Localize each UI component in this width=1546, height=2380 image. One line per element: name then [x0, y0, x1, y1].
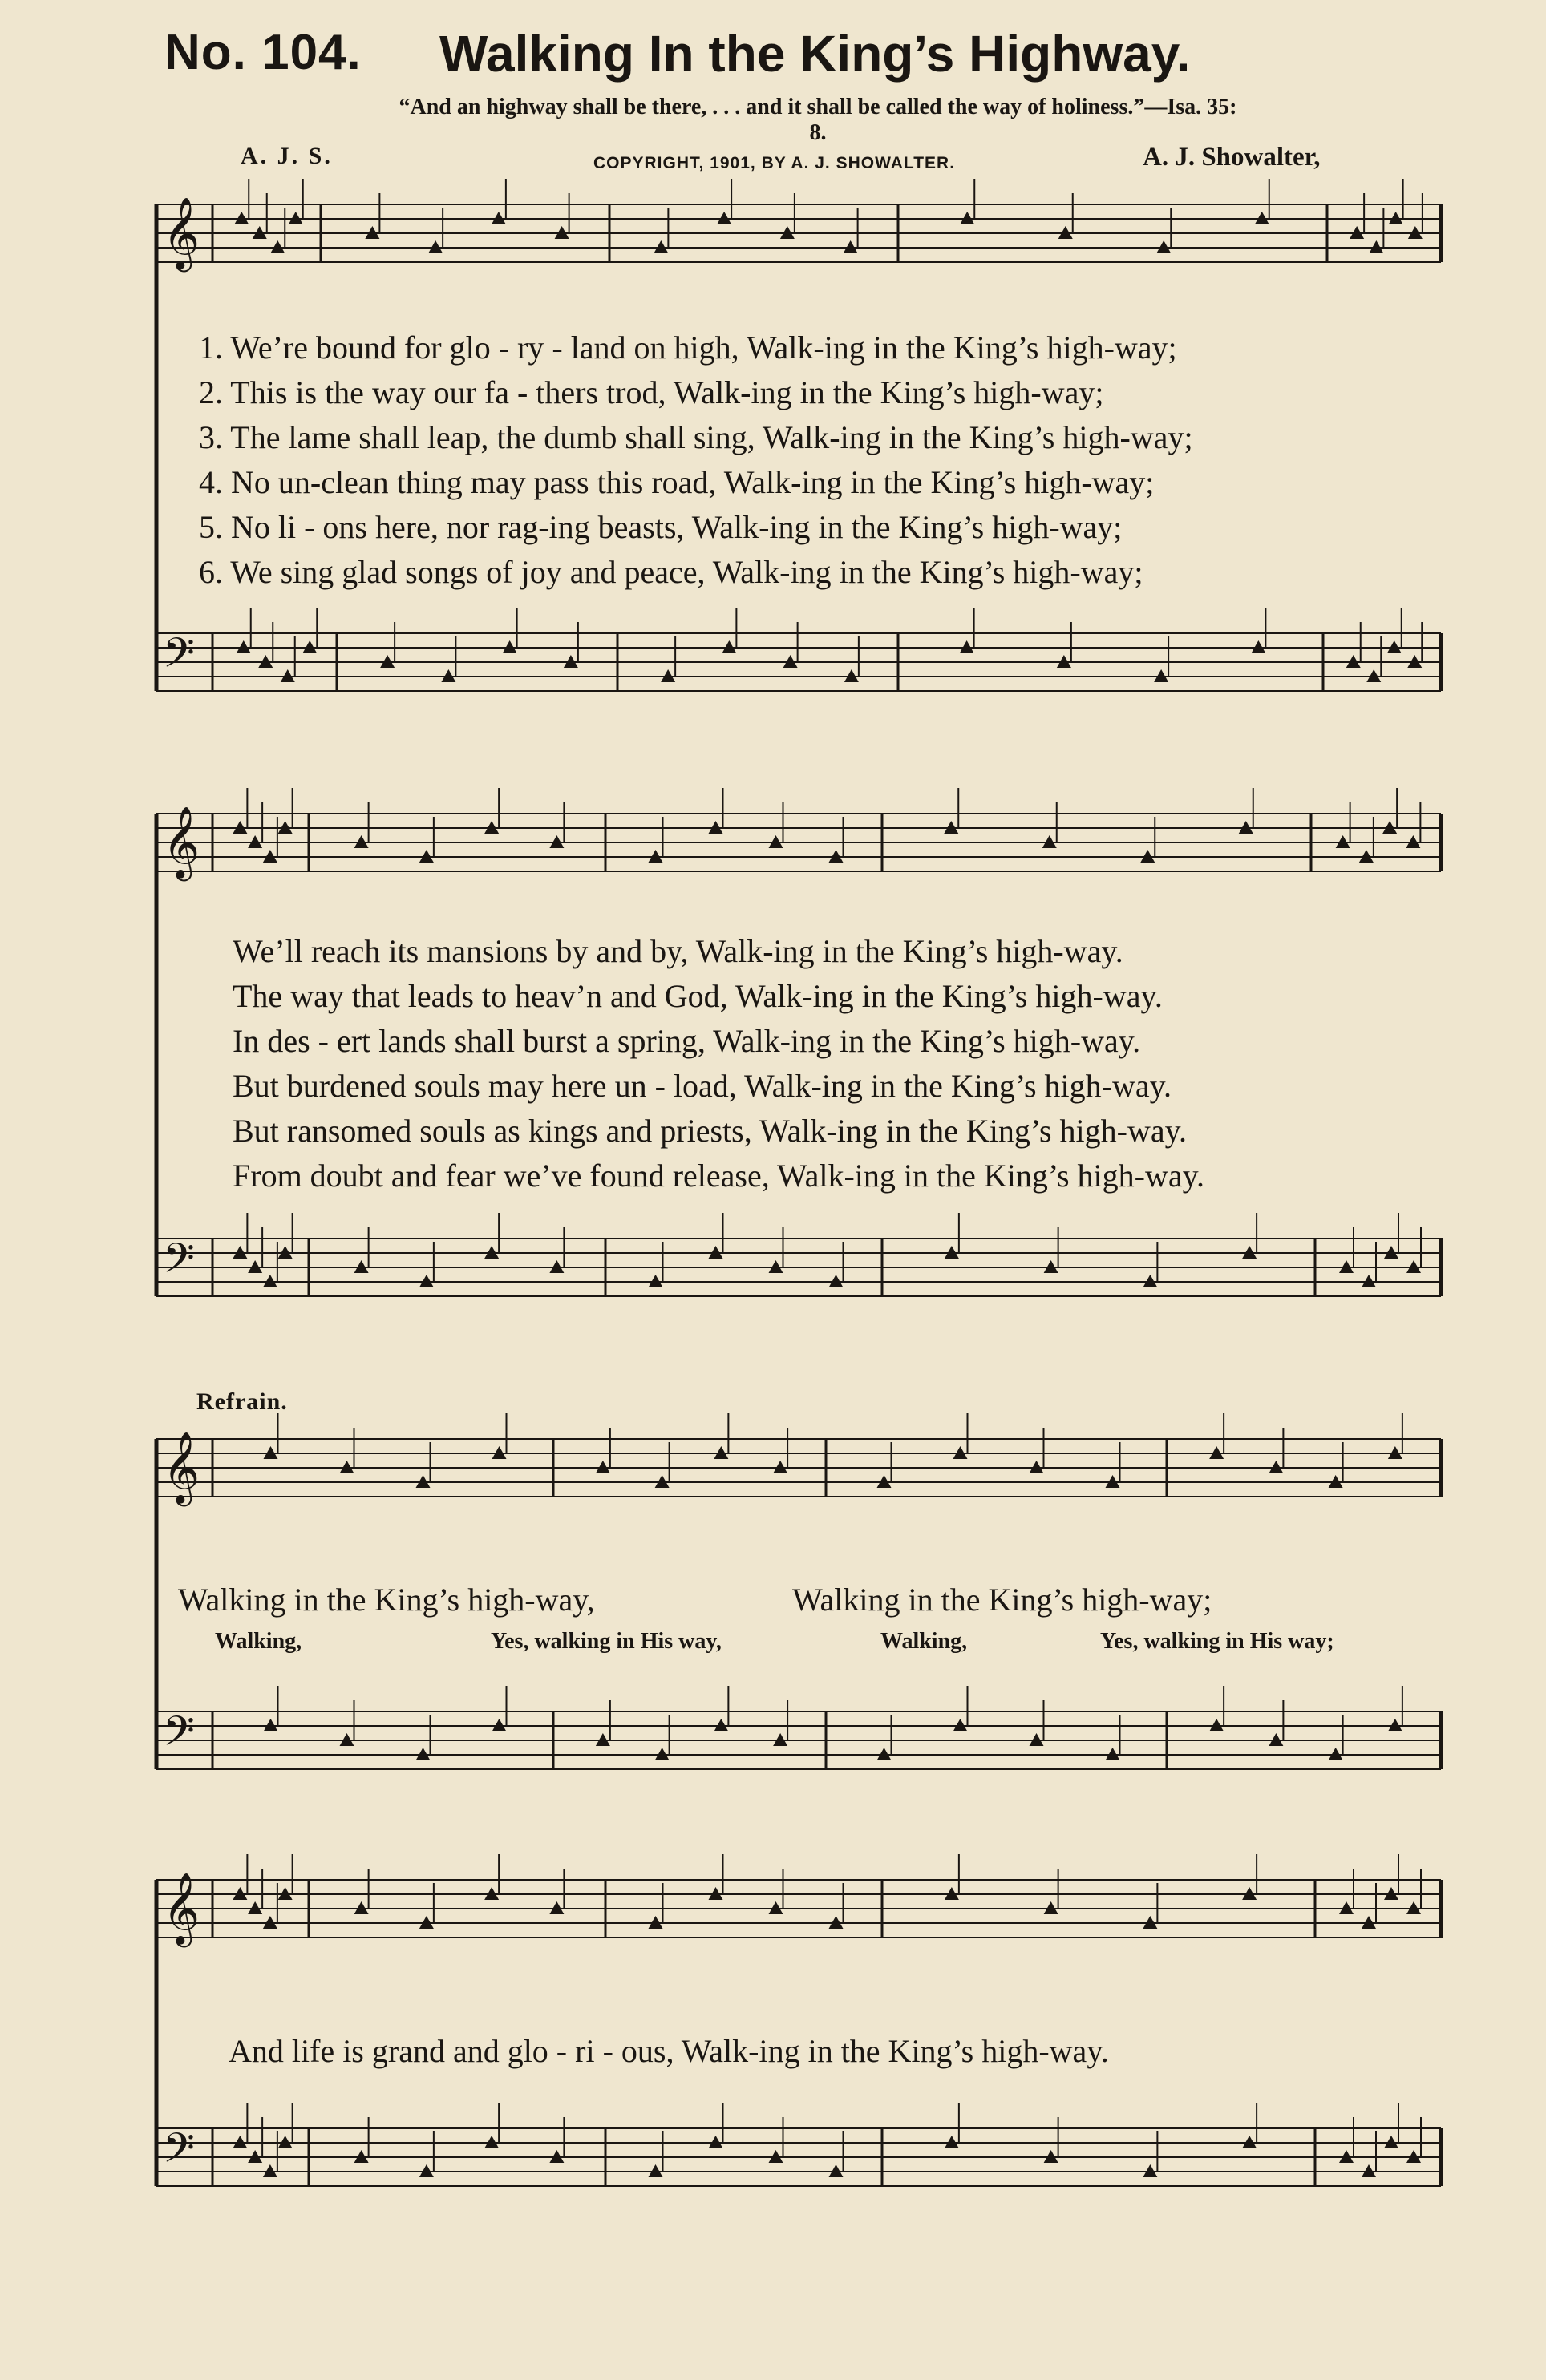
verse-1-line-b: We’ll reach its mansions by and by, Walk-ing in the King’s high-way.	[233, 933, 1123, 969]
verse-3-line-a: 3. The lame shall leap, the dumb shall sing, Walk-ing in the King’s high-way;	[199, 419, 1193, 455]
refrain-bass-text-1: Walking,	[215, 1629, 302, 1654]
refrain-line-1a: Walking in the King’s high-way,	[178, 1582, 595, 1618]
verse-5-line-a: 5. No li - ons here, nor rag-ing beasts, Walk-ing in the King’s high-way;	[199, 509, 1123, 545]
treble-clef: 𝄞	[163, 1432, 200, 1504]
treble-clef: 𝄞	[163, 197, 200, 269]
verse-2-line-a: 2. This is the way our fa - thers trod, Walk-ing in the King’s high-way;	[199, 374, 1104, 410]
verse-6-line-a: 6. We sing glad songs of joy and peace, Walk-ing in the King’s high-way;	[199, 554, 1143, 590]
hymn-number: No. 104.	[164, 25, 362, 80]
composer-credit: A. J. Showalter,	[1143, 143, 1321, 172]
verse-6-line-b: From doubt and fear we’ve found release, Walk-ing in the King’s high-way.	[233, 1158, 1205, 1194]
verse-4-line-b: But burdened souls may here un - load, Walk-ing in the King’s high-way.	[233, 1068, 1172, 1104]
refrain-line-2: And life is grand and glo - ri - ous, Walk-ing in the King’s high-way.	[229, 2033, 1109, 2069]
scripture-epigraph: “And an highway shall be there, . . . and it shall be called the way of holiness.”—Isa. 35: 8.	[399, 95, 1237, 145]
verse-3-line-b: In des - ert lands shall burst a spring, Walk-ing in the King’s high-way.	[233, 1023, 1141, 1059]
verse-1-line-a: 1. We’re bound for glo - ry - land on high, Walk-ing in the King’s high-way;	[199, 329, 1177, 366]
verse-4-line-a: 4. No un-clean thing may pass this road, Walk-ing in the King’s high-way;	[199, 464, 1155, 500]
lyricist-credit: A. J. S.	[241, 143, 333, 169]
bass-clef: 𝄢	[163, 1707, 195, 1765]
hymn-title: Walking In the King’s Highway.	[439, 25, 1191, 83]
refrain-bass-text-2: Yes, walking in His way,	[491, 1629, 722, 1654]
treble-clef: 𝄞	[163, 1873, 200, 1945]
bass-clef: 𝄢	[163, 2123, 195, 2182]
verse-5-line-b: But ransomed souls as kings and priests, Walk-ing in the King’s high-way.	[233, 1113, 1187, 1149]
refrain-bass-text-4: Yes, walking in His way;	[1100, 1629, 1334, 1654]
treble-clef: 𝄞	[163, 806, 200, 879]
refrain-line-1b: Walking in the King’s high-way;	[792, 1582, 1212, 1618]
bass-clef: 𝄢	[163, 628, 195, 687]
bass-clef: 𝄢	[163, 1234, 195, 1292]
copyright-notice: COPYRIGHT, 1901, BY A. J. SHOWALTER.	[593, 154, 956, 172]
verse-2-line-b: The way that leads to heav’n and God, Walk-ing in the King’s high-way.	[233, 978, 1163, 1014]
refrain-label: Refrain.	[196, 1388, 288, 1415]
refrain-bass-text-3: Walking,	[880, 1629, 968, 1654]
